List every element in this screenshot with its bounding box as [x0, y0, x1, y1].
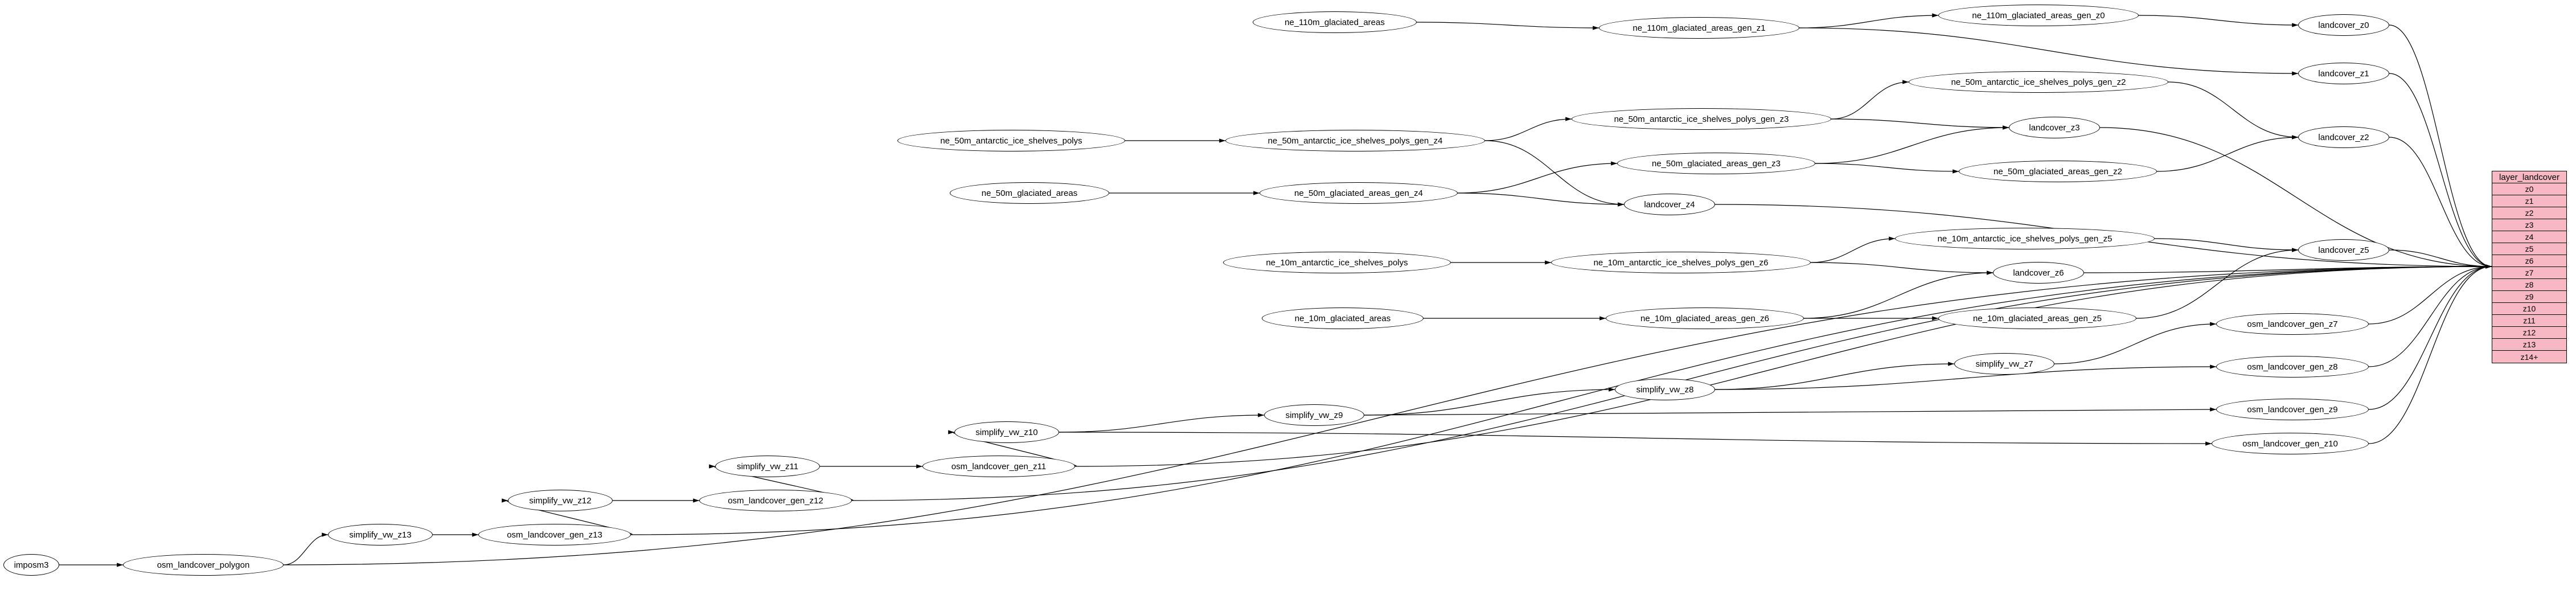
graph-node-label: ne_10m_glaciated_areas_gen_z6 — [1640, 313, 1769, 323]
layer-landcover-zoom-row[interactable]: z11 — [2492, 315, 2566, 327]
edge-simplify_vw_z10-to-osm_landcover_gen_z10 — [1059, 432, 2212, 444]
graph-node-label: imposm3 — [14, 560, 49, 570]
layer-landcover-zoom-row[interactable]: z3 — [2492, 219, 2566, 231]
layer-landcover-zoom-row[interactable]: z8 — [2492, 279, 2566, 291]
layer-landcover-zoom-row[interactable]: z6 — [2492, 255, 2566, 267]
graph-node-ne_10m_antarctic_ice_shelves_polys_gen_z6[interactable] — [1551, 252, 1811, 273]
graph-node-label: osm_landcover_gen_z9 — [2247, 404, 2338, 415]
edge-landcover_z1-to-layer_landcover — [2389, 73, 2492, 266]
graph-node-label: ne_50m_antarctic_ice_shelves_polys_gen_z2 — [1951, 77, 2126, 87]
edge-ne_50m_glaciated_areas_gen_z2-to-landcover_z2 — [2157, 137, 2298, 171]
edge-ne_110m_glaciated_areas_gen_z1-to-ne_110m_glaciated_areas_gen_z0 — [1799, 15, 1938, 28]
edge-ne_10m_antarctic_ice_shelves_polys_gen_z5-to-landcover_z5 — [2155, 239, 2298, 250]
graph-node-label: ne_50m_antarctic_ice_shelves_polys_gen_z3 — [1614, 114, 1789, 124]
edge-ne_50m_glaciated_areas_gen_z4-to-landcover_z4 — [1458, 193, 1624, 204]
layer-landcover-zoom-row[interactable]: z10 — [2492, 303, 2566, 315]
layer-landcover-zoom-row[interactable]: z12 — [2492, 327, 2566, 339]
edge-ne_50m_antarctic_ice_shelves_polys_gen_z3-to-ne_50m_antarctic_ice_shelves_polys_gen_z2 — [1831, 82, 1909, 119]
graph-node-landcover_z1[interactable] — [2298, 63, 2389, 84]
graph-node-label: ne_110m_glaciated_areas_gen_z0 — [1972, 10, 2105, 20]
graph-node-ne_50m_antarctic_ice_shelves_polys[interactable] — [897, 130, 1125, 151]
graph-node-label: ne_50m_glaciated_areas_gen_z2 — [1993, 166, 2122, 177]
graph-node-landcover_z4[interactable] — [1624, 194, 1715, 215]
graph-node-landcover_z5[interactable] — [2298, 239, 2389, 261]
edge-landcover_z2-to-layer_landcover — [2389, 137, 2492, 266]
graph-node-label: ne_10m_glaciated_areas_gen_z5 — [1972, 313, 2102, 323]
graph-node-label: ne_50m_glaciated_areas — [981, 188, 1078, 198]
layer-landcover-zoom-row[interactable]: z5 — [2492, 243, 2566, 255]
graph-node-simplify_vw_z11[interactable] — [715, 456, 820, 477]
edge-simplify_vw_z10-to-simplify_vw_z9 — [1059, 415, 1264, 432]
graph-node-ne_50m_antarctic_ice_shelves_polys_gen_z3[interactable] — [1572, 108, 1831, 130]
edge-osm_landcover_gen_z8-to-layer_landcover — [2369, 266, 2492, 367]
graph-node-ne_10m_glaciated_areas_gen_z5[interactable] — [1938, 307, 2136, 329]
layer-landcover-zoom-row[interactable]: z2 — [2492, 207, 2566, 219]
graph-node-label: simplify_vw_z8 — [1636, 384, 1694, 395]
edge-ne_110m_glaciated_areas_gen_z0-to-landcover_z0 — [2139, 15, 2298, 25]
graph-node-label: simplify_vw_z12 — [529, 495, 592, 506]
graph-node-label: simplify_vw_z9 — [1285, 410, 1343, 420]
graph-node-ne_110m_glaciated_areas_gen_z1[interactable] — [1599, 17, 1799, 39]
edge-osm_landcover_gen_z7-to-layer_landcover — [2369, 266, 2492, 324]
graph-node-label: simplify_vw_z10 — [975, 427, 1038, 437]
edge-osm_landcover_gen_z13-to-layer_landcover — [631, 266, 2492, 535]
edge-ne_10m_glaciated_areas_gen_z5-to-landcover_z5 — [2136, 250, 2298, 318]
graph-node-ne_10m_antarctic_ice_shelves_polys_gen_z5[interactable] — [1895, 228, 2155, 249]
graph-node-label: ne_110m_glaciated_areas — [1285, 17, 1385, 27]
graph-node-label: osm_landcover_gen_z13 — [507, 530, 602, 540]
graph-node-ne_110m_glaciated_areas[interactable] — [1253, 11, 1417, 33]
graph-node-simplify_vw_z7[interactable] — [1954, 353, 2054, 375]
graph-node-label: osm_landcover_gen_z10 — [2242, 438, 2338, 449]
graph-node-label: landcover_z1 — [2318, 68, 2369, 79]
edge-osm_landcover_gen_z10-to-layer_landcover — [2369, 266, 2492, 444]
graph-node-label: osm_landcover_gen_z12 — [728, 495, 823, 506]
graph-node-osm_landcover_polygon[interactable] — [123, 554, 284, 576]
graph-node-osm_landcover_gen_z10[interactable] — [2212, 433, 2369, 454]
graph-node-label: ne_10m_glaciated_areas — [1294, 313, 1391, 323]
graph-node-osm_landcover_gen_z7[interactable] — [2216, 313, 2369, 335]
edge-ne_50m_glaciated_areas_gen_z4-to-ne_50m_glaciated_areas_gen_z3 — [1458, 163, 1617, 193]
graph-node-ne_50m_glaciated_areas_gen_z2[interactable] — [1959, 161, 2157, 182]
graph-node-label: ne_10m_antarctic_ice_shelves_polys — [1266, 257, 1408, 268]
graph-node-osm_landcover_gen_z13[interactable] — [478, 524, 631, 546]
graph-node-simplify_vw_z8[interactable] — [1615, 379, 1715, 400]
graph-node-label: landcover_z6 — [2013, 268, 2064, 278]
graph-node-label: landcover_z4 — [1644, 199, 1695, 210]
edge-osm_landcover_polygon-to-simplify_vw_z13 — [284, 535, 328, 565]
graph-node-label: osm_landcover_gen_z7 — [2247, 319, 2338, 329]
graph-node-ne_50m_glaciated_areas_gen_z4[interactable] — [1260, 182, 1458, 204]
graph-node-label: landcover_z3 — [2029, 122, 2080, 133]
graph-node-landcover_z2[interactable] — [2298, 126, 2389, 148]
graph-node-label: osm_landcover_gen_z11 — [951, 461, 1047, 471]
edge-landcover_z6-to-layer_landcover — [2084, 266, 2492, 273]
graph-node-osm_landcover_gen_z9[interactable] — [2216, 399, 2369, 420]
layer-landcover-zoom-row[interactable]: z14+ — [2520, 352, 2538, 362]
graph-node-osm_landcover_gen_z12[interactable] — [699, 490, 852, 511]
graph-node-landcover_z6[interactable] — [1993, 262, 2084, 284]
graph-node-label: osm_landcover_gen_z8 — [2247, 362, 2338, 372]
edge-osm_landcover_gen_z9-to-layer_landcover — [2369, 266, 2492, 409]
layer-landcover-zoom-row[interactable]: z9 — [2492, 291, 2566, 303]
graph-node-label: osm_landcover_polygon — [157, 560, 250, 570]
edge-landcover_z3-to-layer_landcover — [2100, 128, 2492, 266]
graph-node-ne_50m_glaciated_areas_gen_z3[interactable] — [1617, 153, 1815, 174]
graph-node-label: ne_50m_glaciated_areas_gen_z3 — [1651, 158, 1781, 169]
edge-simplify_vw_z7-to-osm_landcover_gen_z7 — [2054, 324, 2216, 364]
edge-simplify_vw_z8-to-simplify_vw_z7 — [1715, 364, 1954, 389]
layer-landcover-rows — [2492, 183, 2566, 363]
edge-landcover_z0-to-layer_landcover — [2389, 25, 2492, 266]
graph-node-landcover_z3[interactable] — [2009, 117, 2100, 138]
graph-node-landcover_z0[interactable] — [2298, 14, 2389, 36]
layer-landcover-zoom-row[interactable]: z4 — [2492, 231, 2566, 243]
graph-node-ne_50m_glaciated_areas[interactable] — [950, 182, 1109, 204]
graph-node-simplify_vw_z9[interactable] — [1264, 404, 1364, 426]
edge-ne_50m_antarctic_ice_shelves_polys_gen_z4-to-landcover_z4 — [1485, 141, 1624, 204]
graph-node-label: ne_50m_glaciated_areas_gen_z4 — [1294, 188, 1423, 198]
graph-node-ne_10m_glaciated_areas_gen_z6[interactable] — [1606, 307, 1804, 329]
graph-node-osm_landcover_gen_z11[interactable] — [922, 456, 1075, 477]
graph-node-label: simplify_vw_z7 — [1975, 359, 2033, 369]
edge-ne_50m_antarctic_ice_shelves_polys_gen_z4-to-ne_50m_antarctic_ice_shelves_polys_gen_z3 — [1485, 119, 1572, 141]
edge-ne_110m_glaciated_areas_gen_z1-to-landcover_z1 — [1799, 28, 2298, 73]
graph-node-label: ne_10m_antarctic_ice_shelves_polys_gen_z5 — [1937, 233, 2113, 244]
edge-ne_50m_antarctic_ice_shelves_polys_gen_z3-to-landcover_z3 — [1831, 119, 2009, 128]
edge-ne_10m_antarctic_ice_shelves_polys_gen_z6-to-landcover_z6 — [1811, 263, 1993, 273]
edge-simplify_vw_z9-to-osm_landcover_gen_z9 — [1364, 409, 2216, 415]
graph-node-label: landcover_z2 — [2318, 132, 2369, 142]
layer-landcover-table[interactable] — [2492, 171, 2567, 363]
edge-ne_10m_antarctic_ice_shelves_polys_gen_z6-to-ne_10m_antarctic_ice_shelves_polys_gen_z5 — [1811, 239, 1895, 263]
graph-node-osm_landcover_gen_z8[interactable] — [2216, 356, 2369, 378]
graph-node-ne_10m_glaciated_areas[interactable] — [1262, 307, 1424, 329]
graph-node-label: simplify_vw_z13 — [349, 530, 412, 540]
graph-node-label: ne_50m_antarctic_ice_shelves_polys — [940, 136, 1082, 146]
edge-ne_50m_antarctic_ice_shelves_polys_gen_z2-to-landcover_z2 — [2168, 82, 2298, 137]
graph-node-label: landcover_z5 — [2318, 245, 2369, 255]
layer-landcover-zoom-row[interactable]: z0 — [2492, 183, 2566, 195]
edge-simplify_vw_z9-to-simplify_vw_z8 — [1364, 389, 1615, 415]
layer-landcover-zoom-row[interactable]: z7 — [2492, 267, 2566, 279]
edge-landcover_z5-to-layer_landcover — [2389, 250, 2492, 266]
graph-node-ne_50m_antarctic_ice_shelves_polys_gen_z2[interactable] — [1909, 71, 2168, 93]
edge-ne_110m_glaciated_areas-to-ne_110m_glaciated_areas_gen_z1 — [1417, 22, 1599, 28]
graph-node-simplify_vw_z12[interactable] — [508, 490, 613, 511]
graph-node-simplify_vw_z10[interactable] — [954, 421, 1059, 443]
graph-node-label: ne_110m_glaciated_areas_gen_z1 — [1632, 23, 1766, 33]
graph-node-label: ne_50m_antarctic_ice_shelves_polys_gen_z4 — [1268, 136, 1443, 146]
graph-node-label: ne_10m_antarctic_ice_shelves_polys_gen_z6 — [1593, 257, 1769, 268]
layer-landcover-zoom-row[interactable]: z13 — [2492, 339, 2566, 351]
graph-node-simplify_vw_z13[interactable] — [328, 524, 433, 546]
graph-node-label: landcover_z0 — [2318, 20, 2369, 30]
edge-ne_50m_glaciated_areas_gen_z3-to-ne_50m_glaciated_areas_gen_z2 — [1815, 163, 1959, 171]
layer-landcover-title: layer_landcover — [2492, 171, 2566, 183]
graph-node-ne_110m_glaciated_areas_gen_z0[interactable] — [1938, 5, 2139, 26]
graph-node-ne_10m_antarctic_ice_shelves_polys[interactable] — [1223, 252, 1451, 273]
graph-node-ne_50m_antarctic_ice_shelves_polys_gen_z4[interactable] — [1225, 130, 1485, 151]
graph-node-imposm3[interactable] — [3, 554, 59, 576]
graph-node-label: simplify_vw_z11 — [736, 461, 799, 471]
edge-ne_50m_glaciated_areas_gen_z3-to-landcover_z3 — [1815, 128, 2009, 163]
layer-landcover-zoom-row[interactable]: z1 — [2492, 195, 2566, 207]
